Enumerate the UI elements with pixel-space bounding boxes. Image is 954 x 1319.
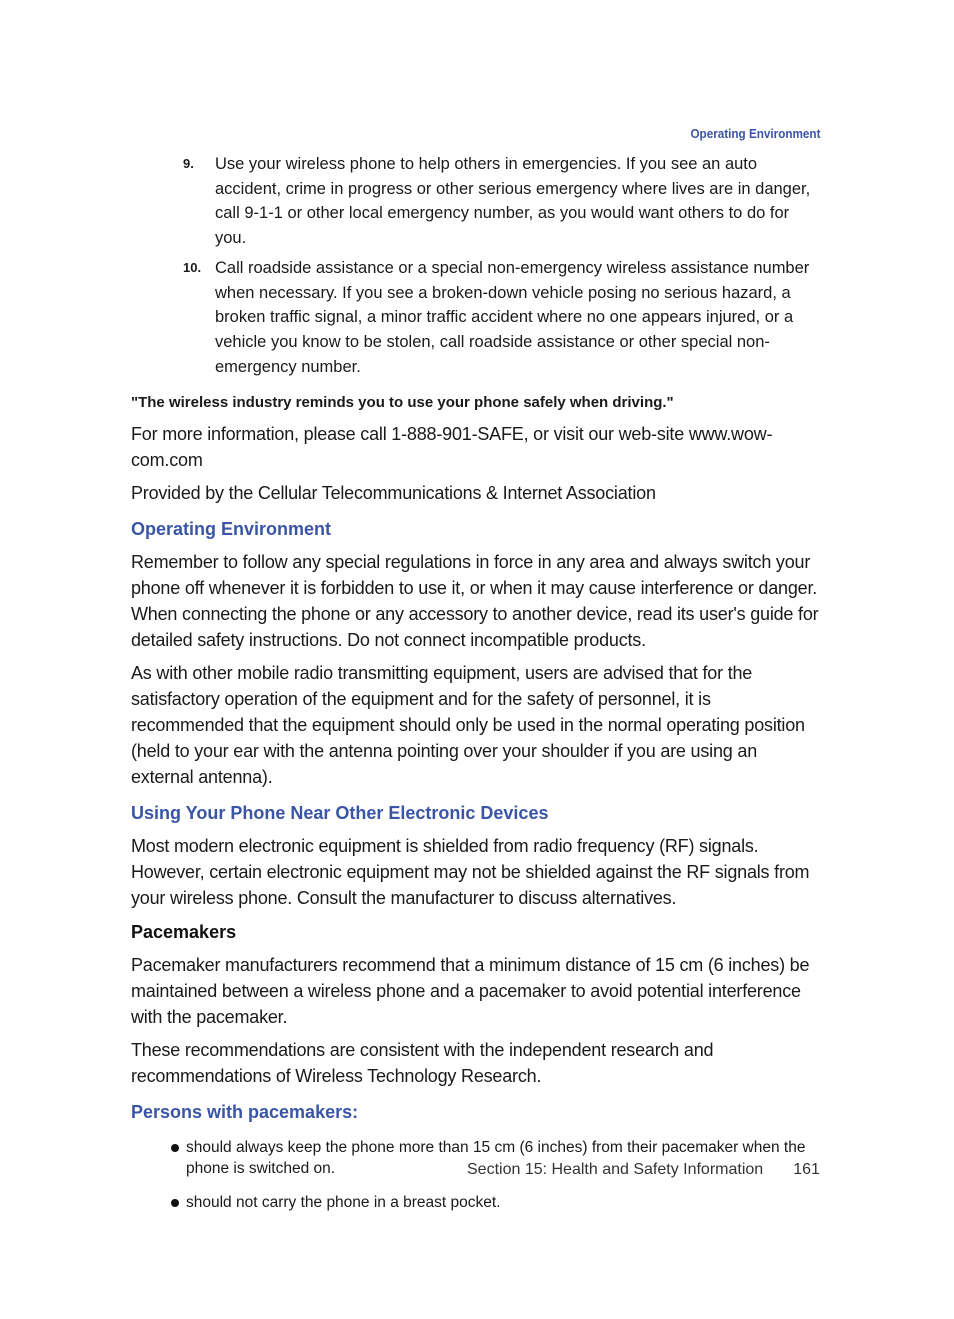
heading-pacemakers: Pacemakers [131,922,237,943]
item-number: 10. [183,259,202,275]
heading-electronic-devices: Using Your Phone Near Other Electronic Devices [131,803,549,824]
item-number: 9. [183,156,194,171]
heading-persons-with-pacemakers: Persons with pacemakers: [131,1102,359,1123]
paragraph: As with other mobile radio transmitting equipment, users are advised that for the satisfactory operation of the equipment and for the safety of personnel, it is recommended that the equipment should only be used in the normal operating position (held to your ear with the antenna pointing over your shoulder if you are using an external antenna). [131,663,805,788]
numbered-list [183,152,821,379]
bullet-text: should always keep the phone more than 15 cm (6 inches) from their pacemaker when the phone is switched on. [186,1139,806,1178]
paragraph: Most modern electronic equipment is shielded from radio frequency (RF) signals. However, certain electronic equipment may not be shielded against the RF signals from your wireless phone. Consult the manufacturer to discuss alternatives. [131,836,810,909]
paragraph: These recommendations are consistent with the independent research and recommendations of Wireless Technology Research. [131,1040,714,1087]
bullet-icon [171,1199,179,1207]
provided-by: Provided by the Cellular Telecommunications & Internet Association [131,483,656,504]
running-header: Operating Environment [689,126,820,141]
paragraph: Remember to follow any special regulations in force in any area and always switch your phone off whenever it is forbidden to use it, or when it may cause interference or danger. When connecting the phone or any accessory to another device, read its user's guide for detailed safety instructions. Do not connect incompatible products. [131,552,819,651]
page-footer [467,1158,820,1182]
list-item [167,1192,821,1213]
item-text: Call roadside assistance or a special non-emergency wireless assistance number when necessary. If you see a broken-down vehicle posing no serious hazard, a broken traffic signal, a minor traffic accident where no one appears injured, or a vehicle you know to be stolen, call roadside assistance or other special non-emergency number. [215,258,810,376]
list-item [183,152,821,251]
bullet-icon [171,1144,179,1152]
footer-section-title: Section 15: Health and Safety Information [467,1161,764,1178]
info-line: For more information, please call 1-888-901-SAFE, or visit our web-site www.wow-com.com [131,424,773,471]
bullet-text: should not carry the phone in a breast pocket. [186,1194,501,1212]
paragraph: Pacemaker manufacturers recommend that a minimum distance of 15 cm (6 inches) be maintained between a wireless phone and a pacemaker to avoid potential interference with the pacemaker. [131,955,810,1028]
heading-operating-environment: Operating Environment [131,519,332,540]
page-content [131,152,821,1226]
list-item [183,256,821,380]
page-number: 161 [793,1161,820,1178]
safety-quote: "The wireless industry reminds you to use your phone safely when driving." [131,394,674,412]
item-text: Use your wireless phone to help others in emergencies. If you see an auto accident, crime in progress or other serious emergency where lives are in danger, call 9-1-1 or other local emergency number, as you would want others to do for you. [215,155,811,248]
